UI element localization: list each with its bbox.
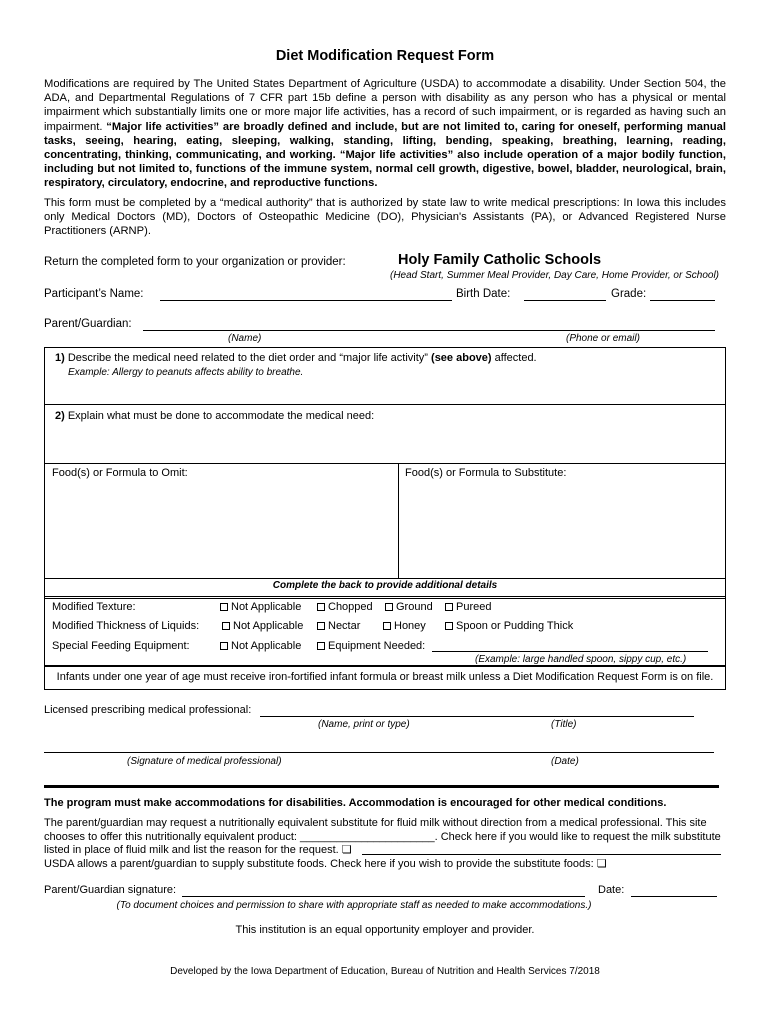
thickness-label: Modified Thickness of Liquids: <box>52 620 200 632</box>
substitute-product-field[interactable]: ______________________. Check here if you would like to request the milk substitute <box>300 830 721 843</box>
parent-field[interactable] <box>143 318 715 331</box>
parent-signature-label: Parent/Guardian signature: <box>44 884 177 896</box>
question-1-text: Describe the medical need related to the diet order and “major life activity” <box>67 352 432 364</box>
birth-date-field[interactable] <box>524 288 606 301</box>
checkbox-icon[interactable] <box>445 603 453 611</box>
equipment-needed[interactable]: Equipment Needed: <box>317 640 425 652</box>
professional-signature-field[interactable] <box>44 741 714 753</box>
parent-signature-field[interactable] <box>182 884 585 897</box>
back-note: Complete the back to provide additional details <box>272 580 498 591</box>
phone-note: (Phone or email) <box>566 333 640 344</box>
intro-text: Modifications are required by The United States Department of Agriculture (USDA) to accommodate a disability. Under Section 504, the ADA, and Departmental Regulations of 7 CFR part 15b define a person with disability as any person who has a physical or mental impairment which substantially limits one or more major life activities, has a record of such impairment, or is regarded as having such an impairment. <box>44 78 726 133</box>
checkbox-icon[interactable] <box>220 642 228 650</box>
divider <box>44 578 726 579</box>
checkbox-icon[interactable] <box>385 603 393 611</box>
program-text: The program must make accommodations for disabilities. Accommodation is encouraged for other medical conditions. <box>44 797 667 809</box>
thick-divider <box>44 785 719 788</box>
professional-name-field[interactable] <box>260 704 694 717</box>
equipment-field[interactable] <box>432 640 708 652</box>
food-column-divider <box>398 463 399 578</box>
parent-label: Parent/Guardian: <box>44 318 132 330</box>
substitute-line-1: The parent/guardian may request a nutritionally equivalent substitute for fluid milk without direction from a medical professional. This site <box>44 817 707 829</box>
footer-text: Developed by the Iowa Department of Education, Bureau of Nutrition and Health Services 7/2018 <box>170 966 600 977</box>
name-note: (Name) <box>228 333 262 344</box>
substitute-line-3[interactable]: listed in place of fluid milk and list the reason for the request. ❏ <box>44 844 352 856</box>
texture-ground[interactable]: Ground <box>385 601 433 613</box>
thickness-nectar[interactable]: Nectar <box>317 620 360 632</box>
question-1-example: Example: Allergy to peanuts affects ability to breathe. <box>68 367 304 378</box>
question-1-answer-area[interactable] <box>48 382 722 402</box>
infant-text: Infants under one year of age must receive iron-fortified infant formula or breast milk unless a Diet Modification Request Form is on file. <box>56 671 714 683</box>
divider <box>44 404 726 405</box>
authority-paragraph: This form must be completed by a “medical authority” that is authorized by state law to write medical prescriptions: In Iowa this includes only Medical Doctors (MD), Doctors of Osteopathic Medicine (DO), Physician's Assistants (PA), or Advanced Registered Nurse Practitioners (ARNP). <box>44 197 726 238</box>
parent-date-label: Date: <box>598 884 625 896</box>
checkbox-icon[interactable] <box>445 622 453 630</box>
question-2-text: Explain what must be done to accommodate the medical need: <box>67 410 375 422</box>
question-1-suffix: affected. <box>491 352 537 364</box>
equal-opportunity-text: This institution is an equal opportunity employer and provider. <box>235 924 535 936</box>
substitute-reason-field[interactable] <box>362 843 721 855</box>
divider <box>44 463 726 464</box>
foods-omit-label: Food(s) or Formula to Omit: <box>52 467 188 479</box>
organization-name: Holy Family Catholic Schools <box>398 252 602 268</box>
professional-title-note: (Title) <box>551 719 577 730</box>
grade-field[interactable] <box>650 288 715 301</box>
texture-pureed[interactable]: Pureed <box>445 601 491 613</box>
page-title: Diet Modification Request Form <box>275 48 495 64</box>
parent-date-field[interactable] <box>631 884 717 897</box>
checkbox-icon[interactable] <box>220 603 228 611</box>
organization-note: (Head Start, Summer Meal Provider, Day Care, Home Provider, or School) <box>390 270 720 281</box>
question-2-number: 2) <box>55 410 65 422</box>
professional-label: Licensed prescribing medical professional: <box>44 704 252 716</box>
participant-name-field[interactable] <box>160 288 452 301</box>
foods-omit-area[interactable] <box>48 484 394 574</box>
equipment-not-applicable[interactable]: Not Applicable <box>220 640 301 652</box>
foods-substitute-label: Food(s) or Formula to Substitute: <box>405 467 567 479</box>
question-1-number: 1) <box>55 352 65 364</box>
date-note: (Date) <box>551 756 579 767</box>
texture-not-applicable[interactable]: Not Applicable <box>220 601 301 613</box>
return-label: Return the completed form to your organization or provider: <box>44 256 346 268</box>
thickness-honey[interactable]: Honey <box>383 620 426 632</box>
question-2 <box>55 410 374 422</box>
checkbox-icon[interactable] <box>317 622 325 630</box>
question-2-answer-area[interactable] <box>48 426 722 462</box>
equipment-example: (Example: large handled spoon, sippy cup, etc.) <box>475 654 687 665</box>
thickness-not-applicable[interactable]: Not Applicable <box>222 620 303 632</box>
checkbox-icon[interactable] <box>317 642 325 650</box>
texture-chopped[interactable]: Chopped <box>317 601 373 613</box>
foods-substitute-area[interactable] <box>402 484 722 574</box>
thickness-spoon[interactable]: Spoon or Pudding Thick <box>445 620 573 632</box>
intro-paragraph <box>44 77 726 191</box>
substitute-line-4[interactable]: USDA allows a parent/guardian to supply substitute foods. Check here if you wish to provide the substitute foods: ❏ <box>44 857 607 870</box>
birth-date-label: Birth Date: <box>456 288 511 300</box>
intro-bold-text: “Major life activities” are broadly defined and include, but are not limited to, caring for oneself, performing manual tasks, seeing, hearing, eating, sleeping, walking, standing, lifting, bending, speaking, breathing, learning, reading, concentrating, thinking, communicating, and working. “Major life activities” also include operation of a major bodily function, including but not limited to, functions of the immune system, normal cell growth, digestive, bowel, bladder, neurological, brain, respiratory, circulatory, endocrine, and reproductive functions. <box>44 120 726 190</box>
substitute-line-2: chooses to offer this nutritionally equivalent product: ______________________. Check here if you would like to request the milk substitute <box>44 830 721 843</box>
checkbox-icon[interactable] <box>383 622 391 630</box>
question-1 <box>55 352 537 364</box>
parent-signature-note: (To document choices and permission to share with appropriate staff as needed to make accommodations.) <box>116 900 592 911</box>
checkbox-icon[interactable] <box>317 603 325 611</box>
see-above-text: (see above) <box>431 352 492 364</box>
grade-label: Grade: <box>611 288 647 300</box>
participant-label: Participant’s Name: <box>44 288 144 300</box>
professional-name-note: (Name, print or type) <box>318 719 410 730</box>
signature-note: (Signature of medical professional) <box>127 756 282 767</box>
checkbox-icon[interactable] <box>222 622 230 630</box>
equipment-label: Special Feeding Equipment: <box>52 640 190 652</box>
texture-label: Modified Texture: <box>52 601 136 613</box>
